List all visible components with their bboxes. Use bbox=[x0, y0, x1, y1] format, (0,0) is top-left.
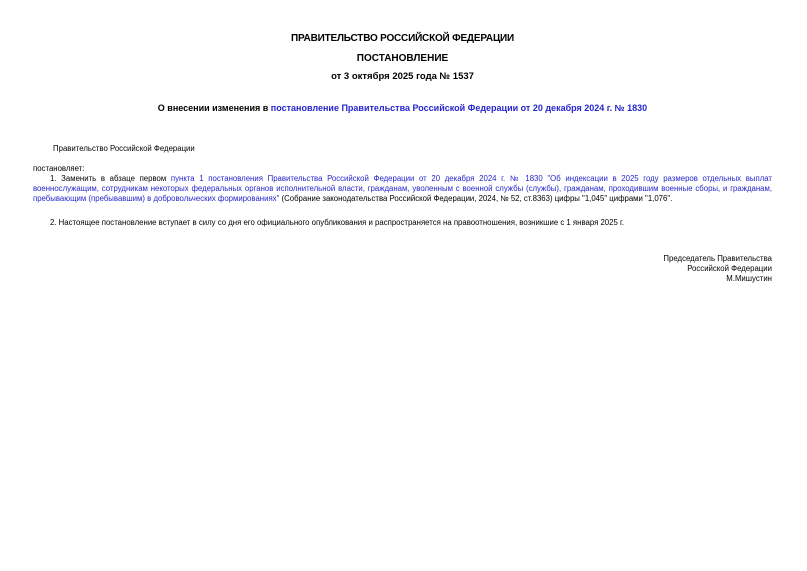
paragraph-2: 2. Настоящее постановление вступает в силу со дня его официального опубликования и распространяется на правоотношения, возникшие с 1 января 2025 г. bbox=[50, 218, 625, 227]
document-type-header: ПОСТАНОВЛЕНИЕ bbox=[356, 53, 449, 64]
document-title-prefix: О внесении изменения в bbox=[157, 103, 271, 113]
paragraph-resolve: постановляет: bbox=[33, 164, 85, 173]
title-link-postanovlenie-1830[interactable]: постановление Правительства Российской Федерации от 20 декабря 2024 г. № 1830 bbox=[270, 103, 648, 113]
document-org-header: ПРАВИТЕЛЬСТВО РОССИЙСКОЙ ФЕДЕРАЦИИ bbox=[290, 33, 515, 44]
document-body bbox=[33, 144, 772, 228]
signature-position-line2: Российской Федерации bbox=[687, 264, 772, 273]
signature-name: М.Мишустин bbox=[726, 274, 772, 283]
paragraph-1 bbox=[33, 174, 772, 204]
document-title bbox=[33, 103, 772, 114]
document-date-number: от 3 октября 2025 года № 1537 bbox=[331, 71, 474, 82]
paragraph-1-text-after: (Собрание законодательства Российской Федерации, 2024, № 52, ст.8363) цифры "1,045" цифрами "1,076". bbox=[279, 194, 673, 203]
signature-block bbox=[33, 254, 772, 284]
paragraph-intro: Правительство Российской Федерации bbox=[53, 144, 195, 153]
paragraph-1-link-postanovlenie-1830[interactable]: пункта 1 постановления Правительства Российской Федерации от 20 декабря 2024 г. № 1830 "Об индексации в 2025 году размеров отдельных выплат военнослужащим, сотрудникам некоторых федеральных органов исполнительной власти, гражданам, уволенным с военной службы (службы), гражданам, проходившим военные сборы, и гражданам, пребывающим (пребывавшим) в добровольческих формированиях" bbox=[33, 174, 772, 203]
paragraph-1-text-before: 1. Заменить в абзаце первом bbox=[50, 174, 171, 183]
signature-position-line1: Председатель Правительства bbox=[663, 254, 772, 263]
